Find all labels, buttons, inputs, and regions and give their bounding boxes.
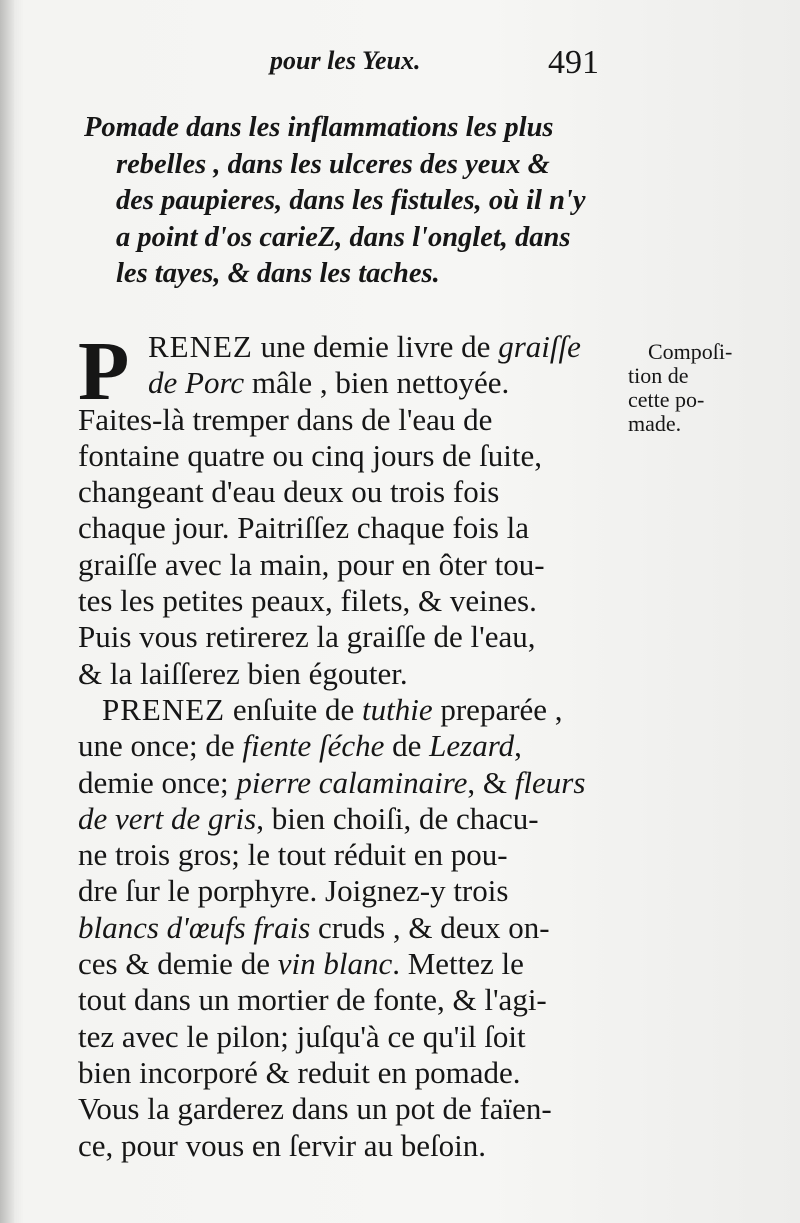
body-line: [78, 728, 618, 764]
body-line: graiſſe avec la main, pour en ôter tou-: [78, 546, 545, 582]
heading-line: les tayes, & dans les taches.: [116, 258, 440, 289]
italic-term: vin blanc: [277, 946, 393, 982]
text-run: preparée ,: [432, 691, 563, 727]
body-line: tez avec le pilon; juſqu'à ce qu'il ſoit: [78, 1018, 526, 1054]
text-run: demie once;: [78, 764, 237, 800]
heading-line: des paupieres, dans les fistules, où il n'y: [116, 185, 586, 216]
text-run: mâle , bien nettoyée.: [244, 365, 510, 401]
page-header: [0, 42, 800, 92]
body-line: tout dans un mortier de fonte, & l'agi-: [78, 982, 547, 1018]
heading-line: rebelles , dans les ulceres des yeux &: [116, 148, 550, 180]
italic-term: tuthie: [362, 691, 433, 727]
heading-line: Pomade dans les inflammations les plus: [84, 112, 554, 143]
body-line: Faites-là tremper dans de l'eau de: [78, 401, 493, 437]
body-line: dre ſur le porphyre. Joignez-y trois: [78, 873, 509, 909]
text-run: . Mettez le: [392, 946, 524, 982]
text-run: de: [384, 728, 430, 764]
italic-term: fiente ſéche: [242, 728, 385, 764]
text-run: , bien choiſi, de chacu-: [256, 800, 539, 836]
body-line: Vous la garderez dans un pot de faïen-: [78, 1091, 552, 1127]
page-number: 491: [548, 44, 599, 81]
drop-cap: P: [78, 325, 130, 418]
margin-note-line: tion de: [628, 363, 689, 388]
body-line: [78, 910, 618, 946]
small-caps-word: PRENEZ: [102, 691, 226, 727]
body-line: bien incorporé & reduit en pomade.: [78, 1054, 521, 1090]
body-line: & la laiſſerez bien égouter.: [78, 655, 408, 691]
recipe-body: [78, 325, 618, 1164]
text-run: ces & demie de: [78, 946, 278, 982]
running-title: pour les Yeux.: [270, 46, 421, 75]
italic-term: de vert de gris: [78, 800, 257, 836]
margin-note-line: Compoſi-: [648, 339, 733, 364]
margin-note-line: cette po-: [628, 387, 705, 412]
body-line: [78, 692, 618, 728]
small-caps-word: RENEZ: [148, 329, 253, 364]
italic-term: fleurs: [514, 764, 586, 800]
recipe-heading: [84, 110, 624, 293]
italic-term: graiſſe: [498, 329, 581, 364]
body-line: [78, 365, 618, 401]
body-line: Puis vous retirerez la graiſſe de l'eau,: [78, 619, 536, 655]
body-line: fontaine quatre ou cinq jours de ſuite,: [78, 437, 543, 473]
italic-term: blancs d'œufs frais: [78, 909, 311, 945]
text-run: une once; de: [78, 728, 243, 764]
heading-line: a point d'os carieZ, dans l'onglet, dans: [116, 221, 571, 253]
text-run: ,: [514, 728, 522, 764]
margin-note: [628, 340, 768, 436]
body-line: [78, 329, 618, 365]
body-line: [78, 801, 618, 837]
text-run: , &: [467, 764, 515, 800]
body-line: changeant d'eau deux ou trois fois: [78, 474, 500, 510]
page-gutter-shadow: [0, 0, 14, 1223]
italic-term: Lezard: [429, 728, 515, 764]
text-run: une demie livre de: [252, 329, 499, 364]
body-line: ne trois gros; le tout réduit en pou-: [78, 837, 508, 873]
italic-term: pierre calaminaire: [236, 764, 468, 800]
body-line: tes les petites peaux, filets, & veines.: [78, 583, 537, 619]
body-line: [78, 946, 618, 982]
text-run: enſuite de: [225, 691, 362, 727]
body-line: ce, pour vous en ſervir au beſoin.: [78, 1127, 487, 1163]
margin-note-line: made.: [628, 411, 682, 436]
body-line: chaque jour. Paitriſſez chaque fois la: [78, 510, 530, 546]
text-run: cruds , & deux on-: [310, 909, 550, 945]
body-line: [78, 765, 618, 801]
italic-term: de Porc: [148, 365, 245, 401]
